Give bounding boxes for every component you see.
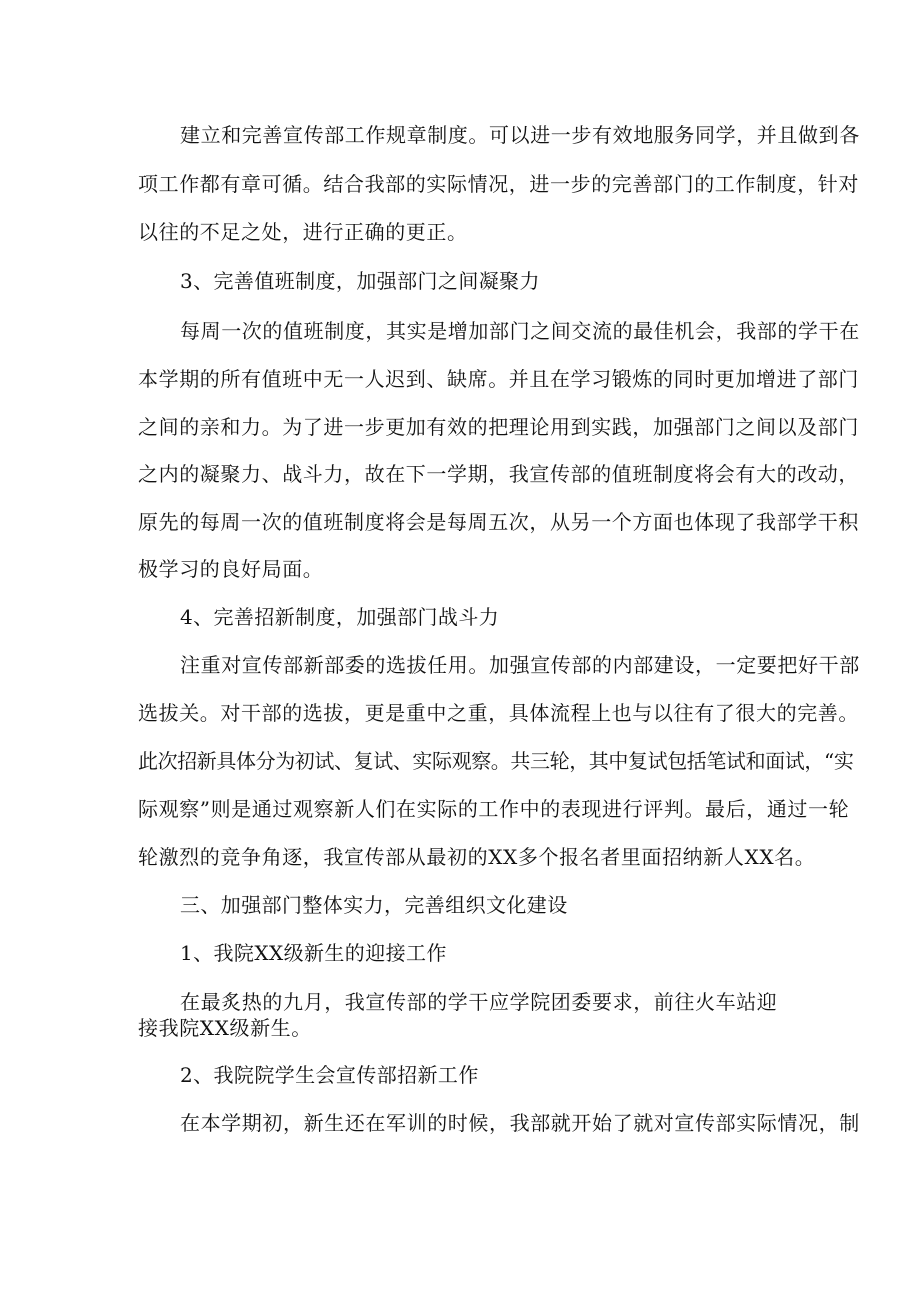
- paragraph-line: 之间的亲和力。为了进一步更加有效的把理论用到实践，加强部门之间以及部门: [138, 415, 859, 439]
- paragraph-line: 建立和完善宣传部工作规章制度。可以进一步有效地服务同学，并且做到各: [180, 123, 860, 147]
- paragraph-line: 以往的不足之处，进行正确的更正。: [138, 220, 468, 244]
- paragraph-line: 接我院XX级新生。: [138, 1016, 312, 1040]
- paragraph-line: 注重对宣传部新部委的选拔任用。加强宣传部的内部建设，一定要把好干部: [180, 653, 860, 677]
- section-heading: 1、我院XX级新生的迎接工作: [180, 941, 447, 965]
- paragraph-line: 之内的凝聚力、战斗力，故在下一学期，我宣传部的值班制度将会有大的改动，: [138, 462, 859, 486]
- paragraph-line: 在最炙热的九月，我宣传部的学干应学院团委要求，前往火车站迎: [180, 990, 778, 1014]
- paragraph-line: 此次招新具体分为初试、复试、实际观察。共三轮，其中复试包括笔试和面试，“实: [138, 749, 854, 773]
- section-heading: 4、完善招新制度，加强部门战斗力: [180, 605, 500, 629]
- paragraph-line: 原先的每周一次的值班制度将会是每周五次，从另一个方面也体现了我部学干积: [138, 510, 859, 534]
- section-heading: 3、完善值班制度，加强部门之间凝聚力: [180, 269, 540, 293]
- section-heading: 2、我院院学生会宣传部招新工作: [180, 1063, 479, 1087]
- paragraph-line: 每周一次的值班制度，其实是增加部门之间交流的最佳机会，我部的学干在: [180, 319, 860, 343]
- section-heading: 三、加强部门整体实力，完善组织文化建设: [180, 893, 568, 917]
- paragraph-line: 在本学期初，新生还在军训的时候，我部就开始了就对宣传部实际情况，制: [180, 1111, 860, 1135]
- paragraph-line: 极学习的良好局面。: [138, 557, 324, 581]
- paragraph-line: 选拔关。对干部的选拔，更是重中之重，具体流程上也与以往有了很大的完善。: [138, 701, 859, 725]
- paragraph-line: 际观察”则是通过观察新人们在实际的工作中的表现进行评判。最后，通过一轮: [138, 797, 850, 821]
- paragraph-line: 本学期的所有值班中无一人迟到、缺席。并且在学习锻炼的同时更加增进了部门: [138, 367, 859, 391]
- paragraph-line: 轮激烈的竞争角逐，我宣传部从最初的XX多个报名者里面招纳新人XX名。: [138, 845, 816, 869]
- paragraph-line: 项工作都有章可循。结合我部的实际情况，进一步的完善部门的工作制度，针对: [138, 172, 859, 196]
